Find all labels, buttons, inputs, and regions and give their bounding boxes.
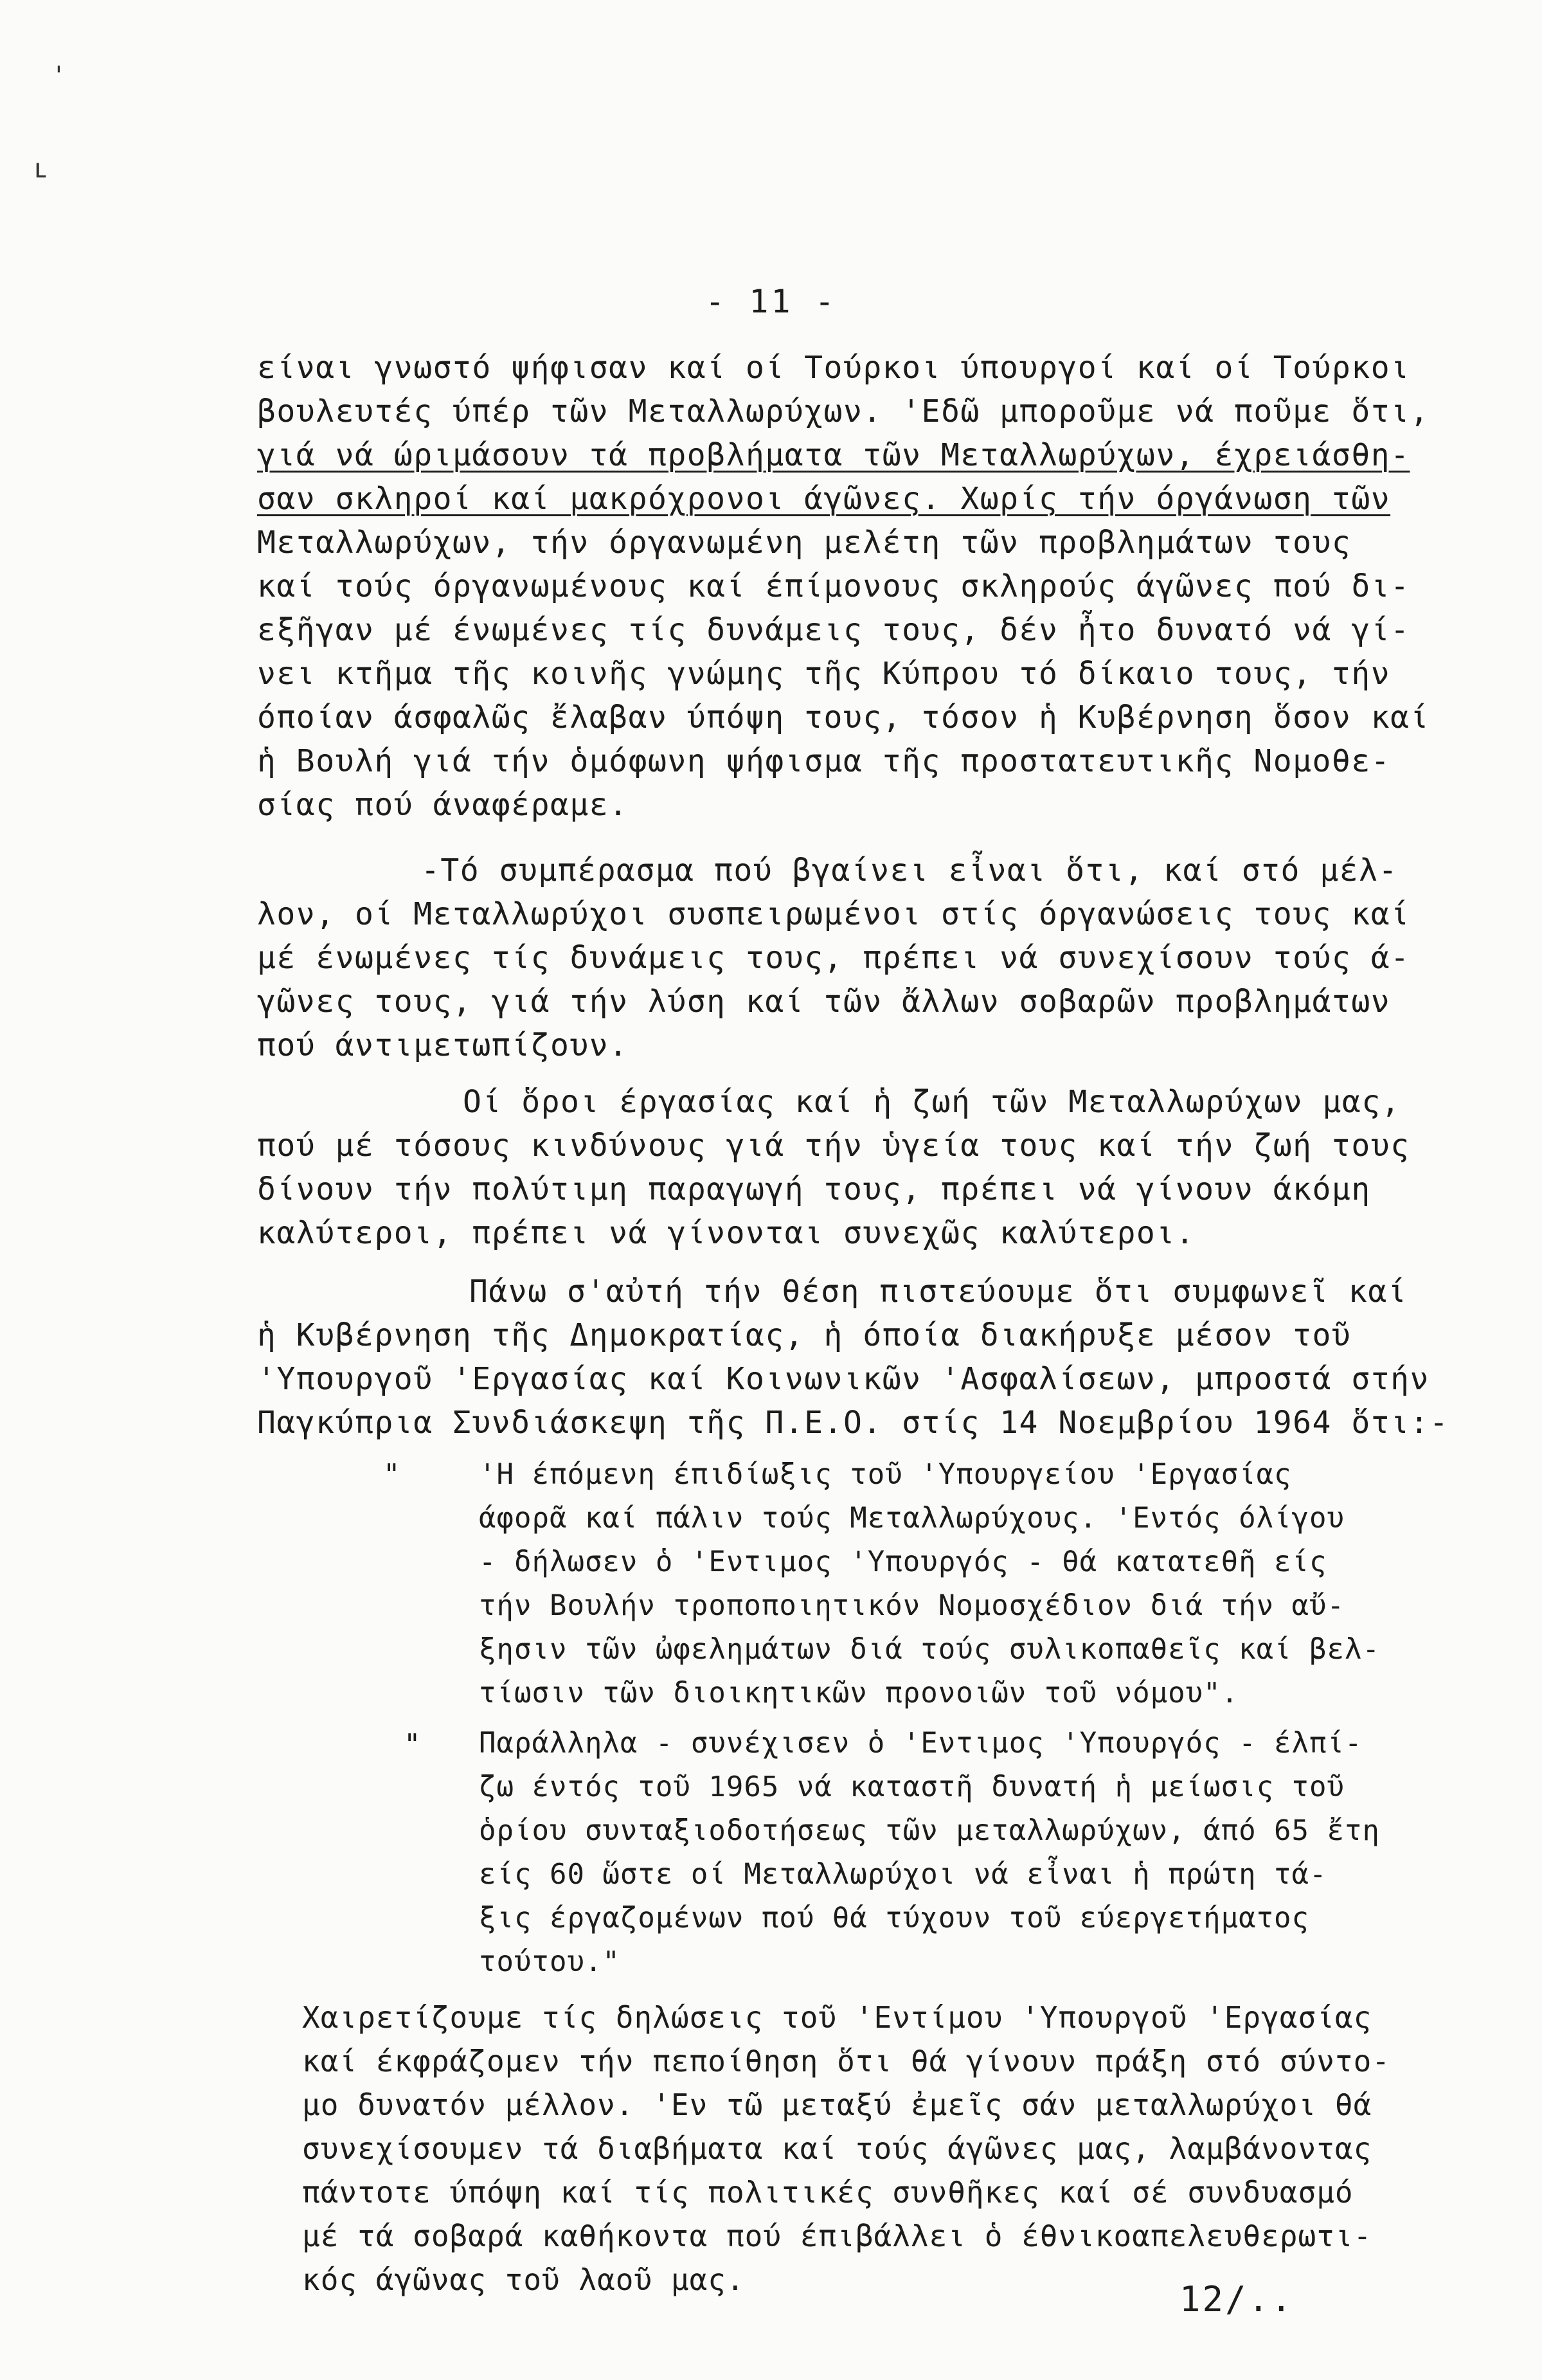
text-line: ἡ Κυβέρνηση τῆς Δημοκρατίας, ἡ όποία διακήρυξε μέσον τοῦ [257, 1317, 1352, 1353]
text-line: Μεταλλωρύχων, τήν όργανωμένη μελέτη τῶν προβλημάτων τους [257, 525, 1352, 561]
continuation-marker: 12/.. [1179, 2279, 1294, 2320]
text-line: Πάνω σ'αὐτή τήν θέση πιστεύουμε ὅτι συμφωνεῖ καί [469, 1274, 1408, 1310]
text-line: Οί ὅροι έργασίας καί ἡ ζωή τῶν Μεταλλωρύχων μας, [463, 1084, 1401, 1120]
text-line: είς 60 ὥστε οί Μεταλλωρύχοι νά εἶναι ἡ πρώτη τά- [479, 1858, 1327, 1891]
text-line: κός άγῶνας τοῦ λαοῦ μας. [302, 2262, 745, 2297]
paragraph-1 [257, 346, 1430, 827]
text-line: δίνουν τήν πολύτιμη παραγωγή τους, πρέπει νά γίνουν άκόμη [257, 1171, 1371, 1207]
page-number: - 11 - [705, 283, 837, 320]
text-line: πού μέ τόσους κινδύνους γιά τήν ὑγεία τους καί τήν ζωή τους [257, 1128, 1410, 1164]
text-line: είναι γνωστό ψήφισαν καί οί Τούρκοι ύπουργοί καί οί Τούρκοι [257, 350, 1410, 386]
text-line: 'Η έπόμενη έπιδίωξις τοῦ 'Υπουργείου 'Εργασίας [479, 1458, 1292, 1491]
paragraph-2 [257, 849, 1410, 1067]
text-line: γῶνες τους, γιά τήν λύση καί τῶν ἄλλων σοβαρῶν προβλημάτων [257, 984, 1391, 1020]
text-line: τίωσιν τῶν διοικητικῶν προνοιῶν τοῦ νόμου". [479, 1677, 1239, 1709]
scan-speck: ʟ [33, 154, 49, 184]
text-line: ἡ Βουλή γιά τήν ὁμόφωνη ψήφισμα τῆς προστατευτικῆς Νομοθε- [257, 743, 1391, 779]
text-line: 'Υπουργοῦ 'Εργασίας καί Κοινωνικῶν 'Ασφαλίσεων, μπροστά στήν [257, 1361, 1430, 1397]
text-line: άφορᾶ καί πάλιν τούς Μεταλλωρύχους. 'Εντός όλίγου [479, 1502, 1345, 1535]
text-line: ξησιν τῶν ὠφελημάτων διά τούς συλικοπαθεῖς καί βελ- [479, 1633, 1381, 1666]
quote-mark: " [383, 1458, 400, 1491]
text-line: πάντοτε ύπόψη καί τίς πολιτικές συνθῆκες καί σέ συνδυασμό [302, 2175, 1354, 2210]
text-line: λον, οί Μεταλλωρύχοι συσπειρωμένοι στίς όργανώσεις τους καί [257, 896, 1410, 932]
text-line: τούτου." [479, 1945, 620, 1978]
text-line: πού άντιμετωπίζουν. [257, 1027, 629, 1063]
text-line: Παγκύπρια Συνδιάσκεψη τῆς Π.Ε.Ο. στίς 14 Νοεμβρίου 1964 ὅτι:- [257, 1405, 1449, 1441]
text-line: μέ ένωμένες τίς δυνάμεις τους, πρέπει νά συνεχίσουν τούς ά- [257, 940, 1410, 976]
paragraph-3 [257, 1080, 1410, 1255]
text-line: νει κτῆμα τῆς κοινῆς γνώμης τῆς Κύπρου τό δίκαιο τους, τήν [257, 656, 1391, 692]
text-line: εξῆγαν μέ ένωμένες τίς δυνάμεις τους, δέν ἦτο δυνατό νά γί- [257, 612, 1410, 648]
underlined-phrase [257, 481, 1390, 517]
quote-2 [479, 1723, 1380, 1985]
text-line: βουλευτές ύπέρ τῶν Μεταλλωρύχων. 'Εδῶ μποροῦμε νά ποῦμε ὅτι, [257, 393, 1430, 429]
text-line: ξις έργαζομένων πού θά τύχουν τοῦ εύεργετήματος [479, 1902, 1310, 1934]
text-line: τήν Βουλήν τροποποιητικόν Νομοσχέδιον διά τήν αὔ- [479, 1589, 1345, 1622]
quote-1 [479, 1454, 1380, 1717]
text-line: όποίαν άσφαλῶς ἔλαβαν ύπόψη τους, τόσον ἡ Κυβέρνηση ὅσον καί [257, 699, 1430, 735]
quote-mark: " [404, 1728, 421, 1761]
text-line: Χαιρετίζουμε τίς δηλώσεις τοῦ 'Εντίμου 'Υπουργοῦ 'Εργασίας [302, 2000, 1372, 2035]
text-line: ζω έντός τοῦ 1965 νά καταστῆ δυνατή ἡ μείωσις τοῦ [479, 1771, 1345, 1803]
text-line: ὁρίου συνταξιοδοτήσεως τῶν μεταλλωρύχων, άπό 65 ἔτη [479, 1814, 1381, 1847]
text-line: συνεχίσουμεν τά διαβήματα καί τούς άγῶνες μας, λαμβάνοντας [302, 2131, 1372, 2166]
text-line-underlined: γιά νά ώριμάσουν τά προβλήματα τῶν Μεταλλωρύχων, έχρειάσθη- [257, 437, 1410, 473]
text-line: καί τούς όργανωμένους καί έπίμονους σκληρούς άγῶνες πού δι- [257, 568, 1410, 604]
text-fragment: σαν σκληροί καί μακρόχρονοι άγῶνες. Χωρίς τήν όργάνωση τῶν [257, 481, 1391, 517]
text-line: - δήλωσεν ὁ 'Εντιμος 'Υπουργός - θά κατατεθῆ είς [479, 1546, 1327, 1578]
text-line: Παράλληλα - συνέχισεν ὁ 'Εντιμος 'Υπουργός - έλπί- [479, 1727, 1363, 1760]
scan-speck: ' [51, 61, 66, 89]
text-line: μο δυνατόν μέλλον. 'Εν τῶ μεταξύ ἐμεῖς σάν μεταλλωρύχοι θά [302, 2087, 1372, 2122]
text-line: καλύτεροι, πρέπει νά γίνονται συνεχῶς καλύτεροι. [257, 1215, 1196, 1251]
text-line: -Τό συμπέρασμα πού βγαίνει εἶναι ὅτι, καί στό μέλ- [421, 852, 1398, 888]
text-line [257, 477, 1430, 521]
text-line: μέ τά σοβαρά καθήκοντα πού έπιβάλλει ὁ έθνικοαπελευθερωτι- [302, 2219, 1372, 2253]
paragraph-4 [257, 1270, 1449, 1445]
text-line: καί έκφράζομεν τήν πεποίθηση ὅτι θά γίνουν πράξη στό σύντο- [302, 2044, 1390, 2078]
text-line: σίας πού άναφέραμε. [257, 787, 629, 823]
paragraph-7 [302, 1996, 1390, 2302]
